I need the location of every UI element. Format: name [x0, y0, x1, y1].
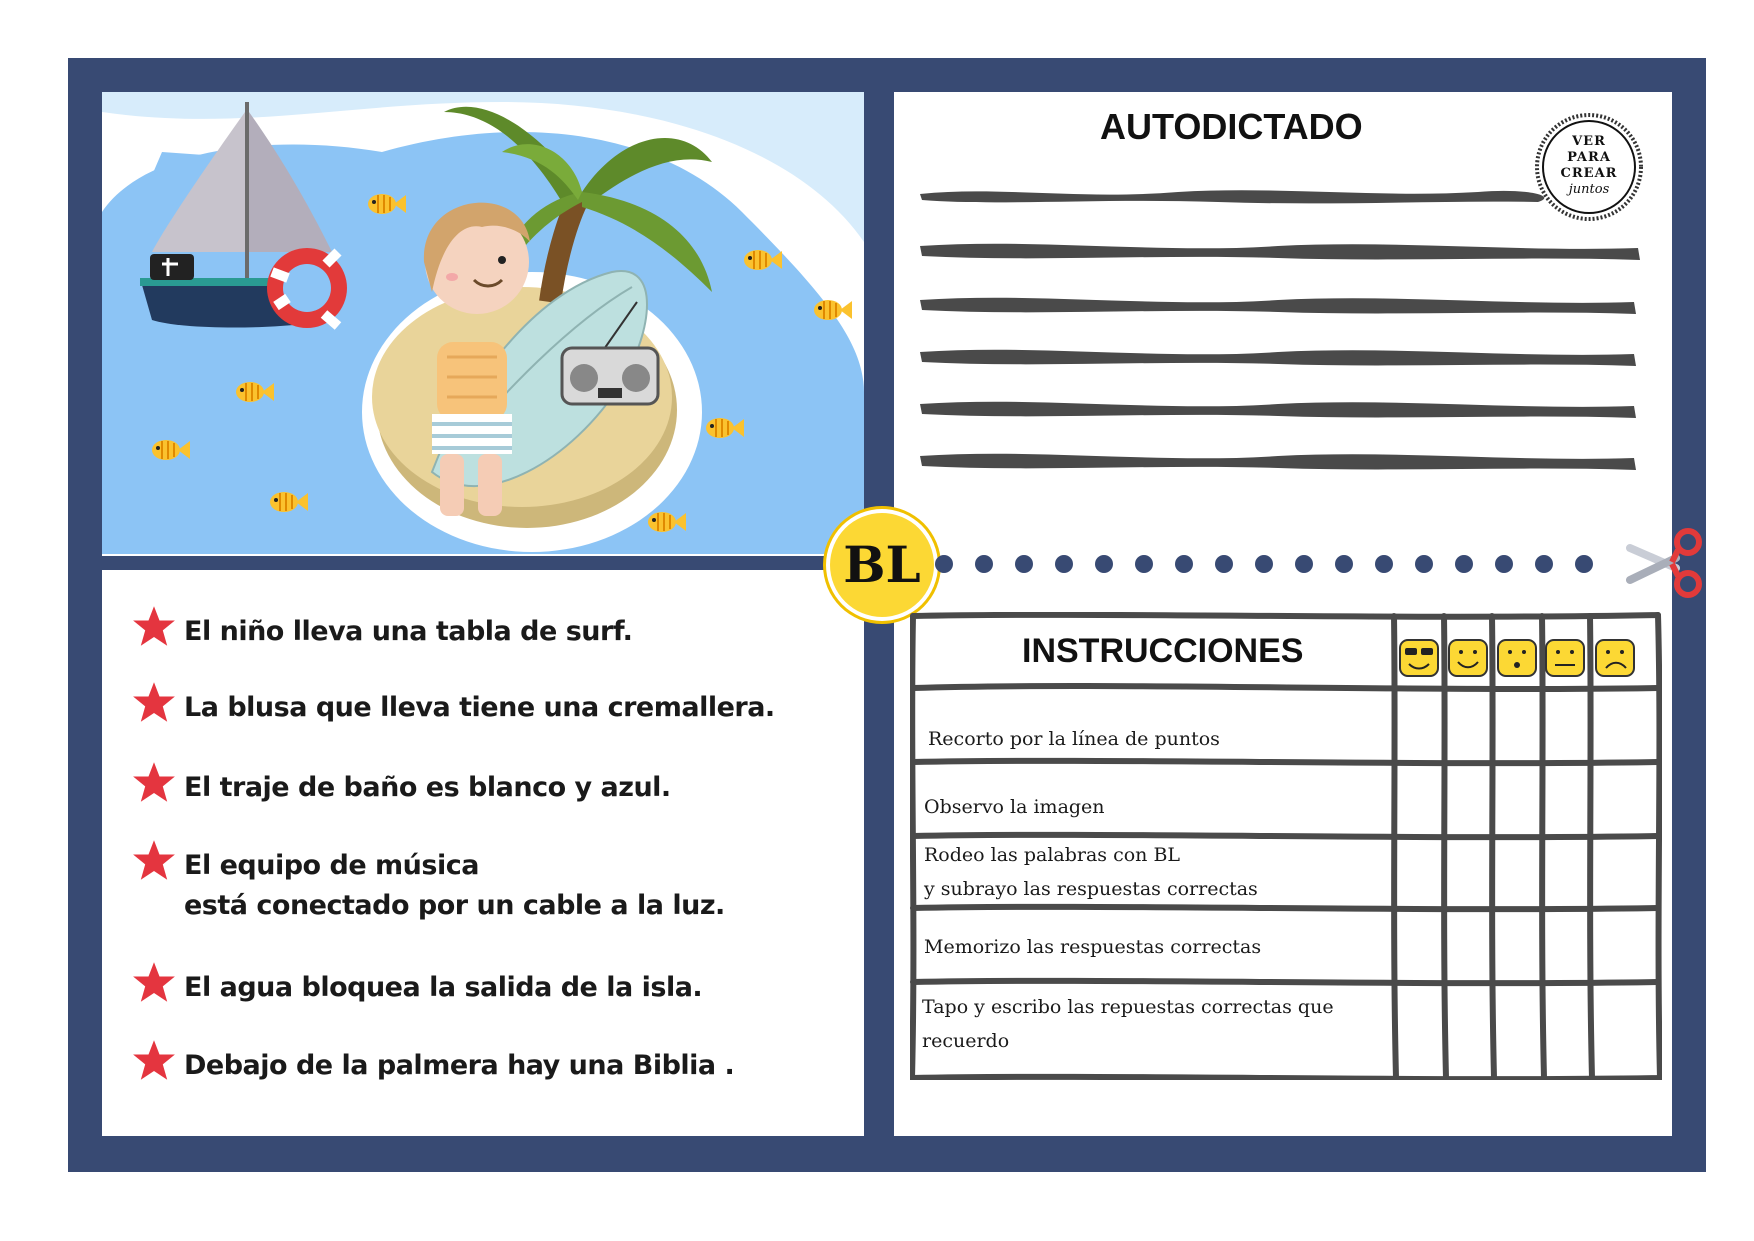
writing-line [920, 454, 1636, 470]
logo-line: VER [1572, 134, 1606, 149]
neutral-face-icon [1546, 640, 1584, 676]
logo-line: juntos [1568, 182, 1610, 197]
sentence-text: El traje de baño es blanco y azul. [184, 772, 671, 803]
star-icon [132, 760, 176, 804]
sentence-item [132, 688, 775, 728]
island-illustration [102, 92, 864, 554]
horizontal-divider [102, 556, 872, 570]
sentence-item [132, 846, 725, 926]
writing-lines [918, 182, 1648, 602]
sentence-item [132, 968, 702, 1008]
writing-line [920, 350, 1636, 366]
bl-badge [830, 513, 934, 617]
writing-line [920, 402, 1636, 418]
face-icons [1400, 640, 1634, 676]
left-panel [102, 92, 864, 1136]
instruction-row: Rodeo las palabras con BL y subrayo las respuestas correctas [924, 844, 1258, 900]
smile-face-icon [1449, 640, 1487, 676]
bl-badge-text: BL [843, 535, 921, 594]
writing-line [920, 190, 1544, 203]
instruction-row: Recorto por la línea de puntos [928, 728, 1220, 750]
instruction-row: Tapo y escribo las repuestas correctas que recuerdo [922, 996, 1334, 1052]
logo-line: PARA [1567, 150, 1611, 165]
star-icon [132, 838, 176, 882]
instructions-table [910, 612, 1662, 1080]
writing-line [920, 244, 1640, 260]
star-icon [132, 1038, 176, 1082]
sentence-text: Debajo de la palmera hay una Biblia . [184, 1050, 735, 1081]
sentence-item [132, 1046, 734, 1086]
star-icon [132, 960, 176, 1004]
sentence-text: El niño lleva una tabla de surf. [184, 616, 633, 647]
sentence-item [132, 768, 671, 808]
sentence-text: El equipo de música está conectado por un cable a la luz. [184, 850, 725, 921]
sentence-text: El agua bloquea la salida de la isla. [184, 972, 703, 1003]
sentence-text: La blusa que lleva tiene una cremallera. [184, 692, 775, 723]
sentence-item [132, 612, 632, 652]
scissors-icon [1626, 528, 1706, 598]
logo-line: CREAR [1560, 166, 1618, 181]
star-icon [132, 604, 176, 648]
instructions-title: INSTRUCCIONES [1022, 632, 1304, 670]
writing-line [920, 298, 1636, 314]
star-icon [132, 680, 176, 724]
cut-line-dots[interactable] [934, 552, 1634, 576]
surprised-face-icon [1498, 640, 1536, 676]
autodictado-title: AUTODICTADO [1100, 106, 1363, 147]
cool-face-icon [1400, 640, 1438, 676]
sad-face-icon [1596, 640, 1634, 676]
instruction-row: Memorizo las respuestas correctas [924, 936, 1262, 958]
instruction-row: Observo la imagen [924, 796, 1105, 818]
